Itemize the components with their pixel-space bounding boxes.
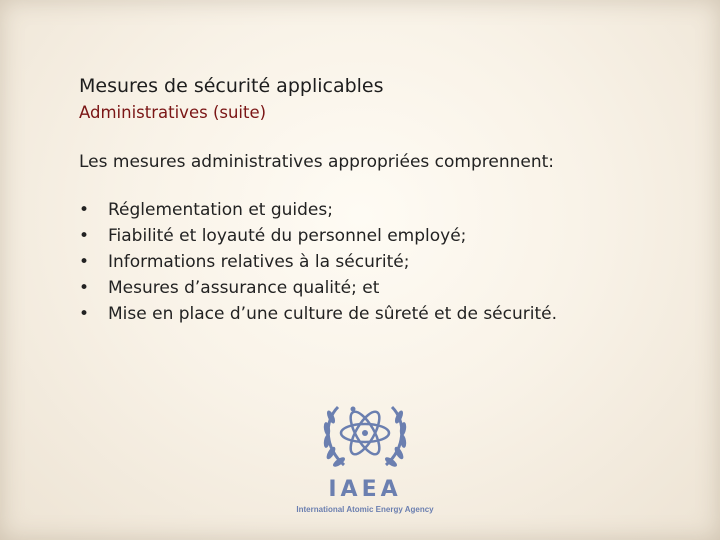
bullet-icon: • <box>79 200 90 220</box>
list-item-text: Fiabilité et loyauté du personnel employé; <box>108 226 467 246</box>
list-item-text: Informations relatives à la sécurité; <box>108 252 410 272</box>
bullet-icon: • <box>79 304 90 324</box>
bullet-icon: • <box>79 278 90 298</box>
iaea-logo <box>280 395 450 520</box>
logo-acronym: IAEA <box>328 477 402 502</box>
logo-full-name: International Atomic Energy Agency <box>296 505 434 514</box>
intro-text: Les mesures administratives appropriées comprennent: <box>79 152 555 172</box>
slide-subtitle: Administratives (suite) <box>79 103 267 122</box>
iaea-atom-emblem-icon <box>310 395 420 475</box>
list-item-text: Mise en place d’une culture de sûreté et de sécurité. <box>108 304 558 324</box>
slide-title: Mesures de sécurité applicables <box>79 75 384 97</box>
list-item-text: Mesures d’assurance qualité; et <box>108 278 380 298</box>
bullet-icon: • <box>79 252 90 272</box>
list-item-text: Réglementation et guides; <box>108 200 333 220</box>
slide-heading <box>79 73 384 125</box>
bullet-icon: • <box>79 226 90 246</box>
